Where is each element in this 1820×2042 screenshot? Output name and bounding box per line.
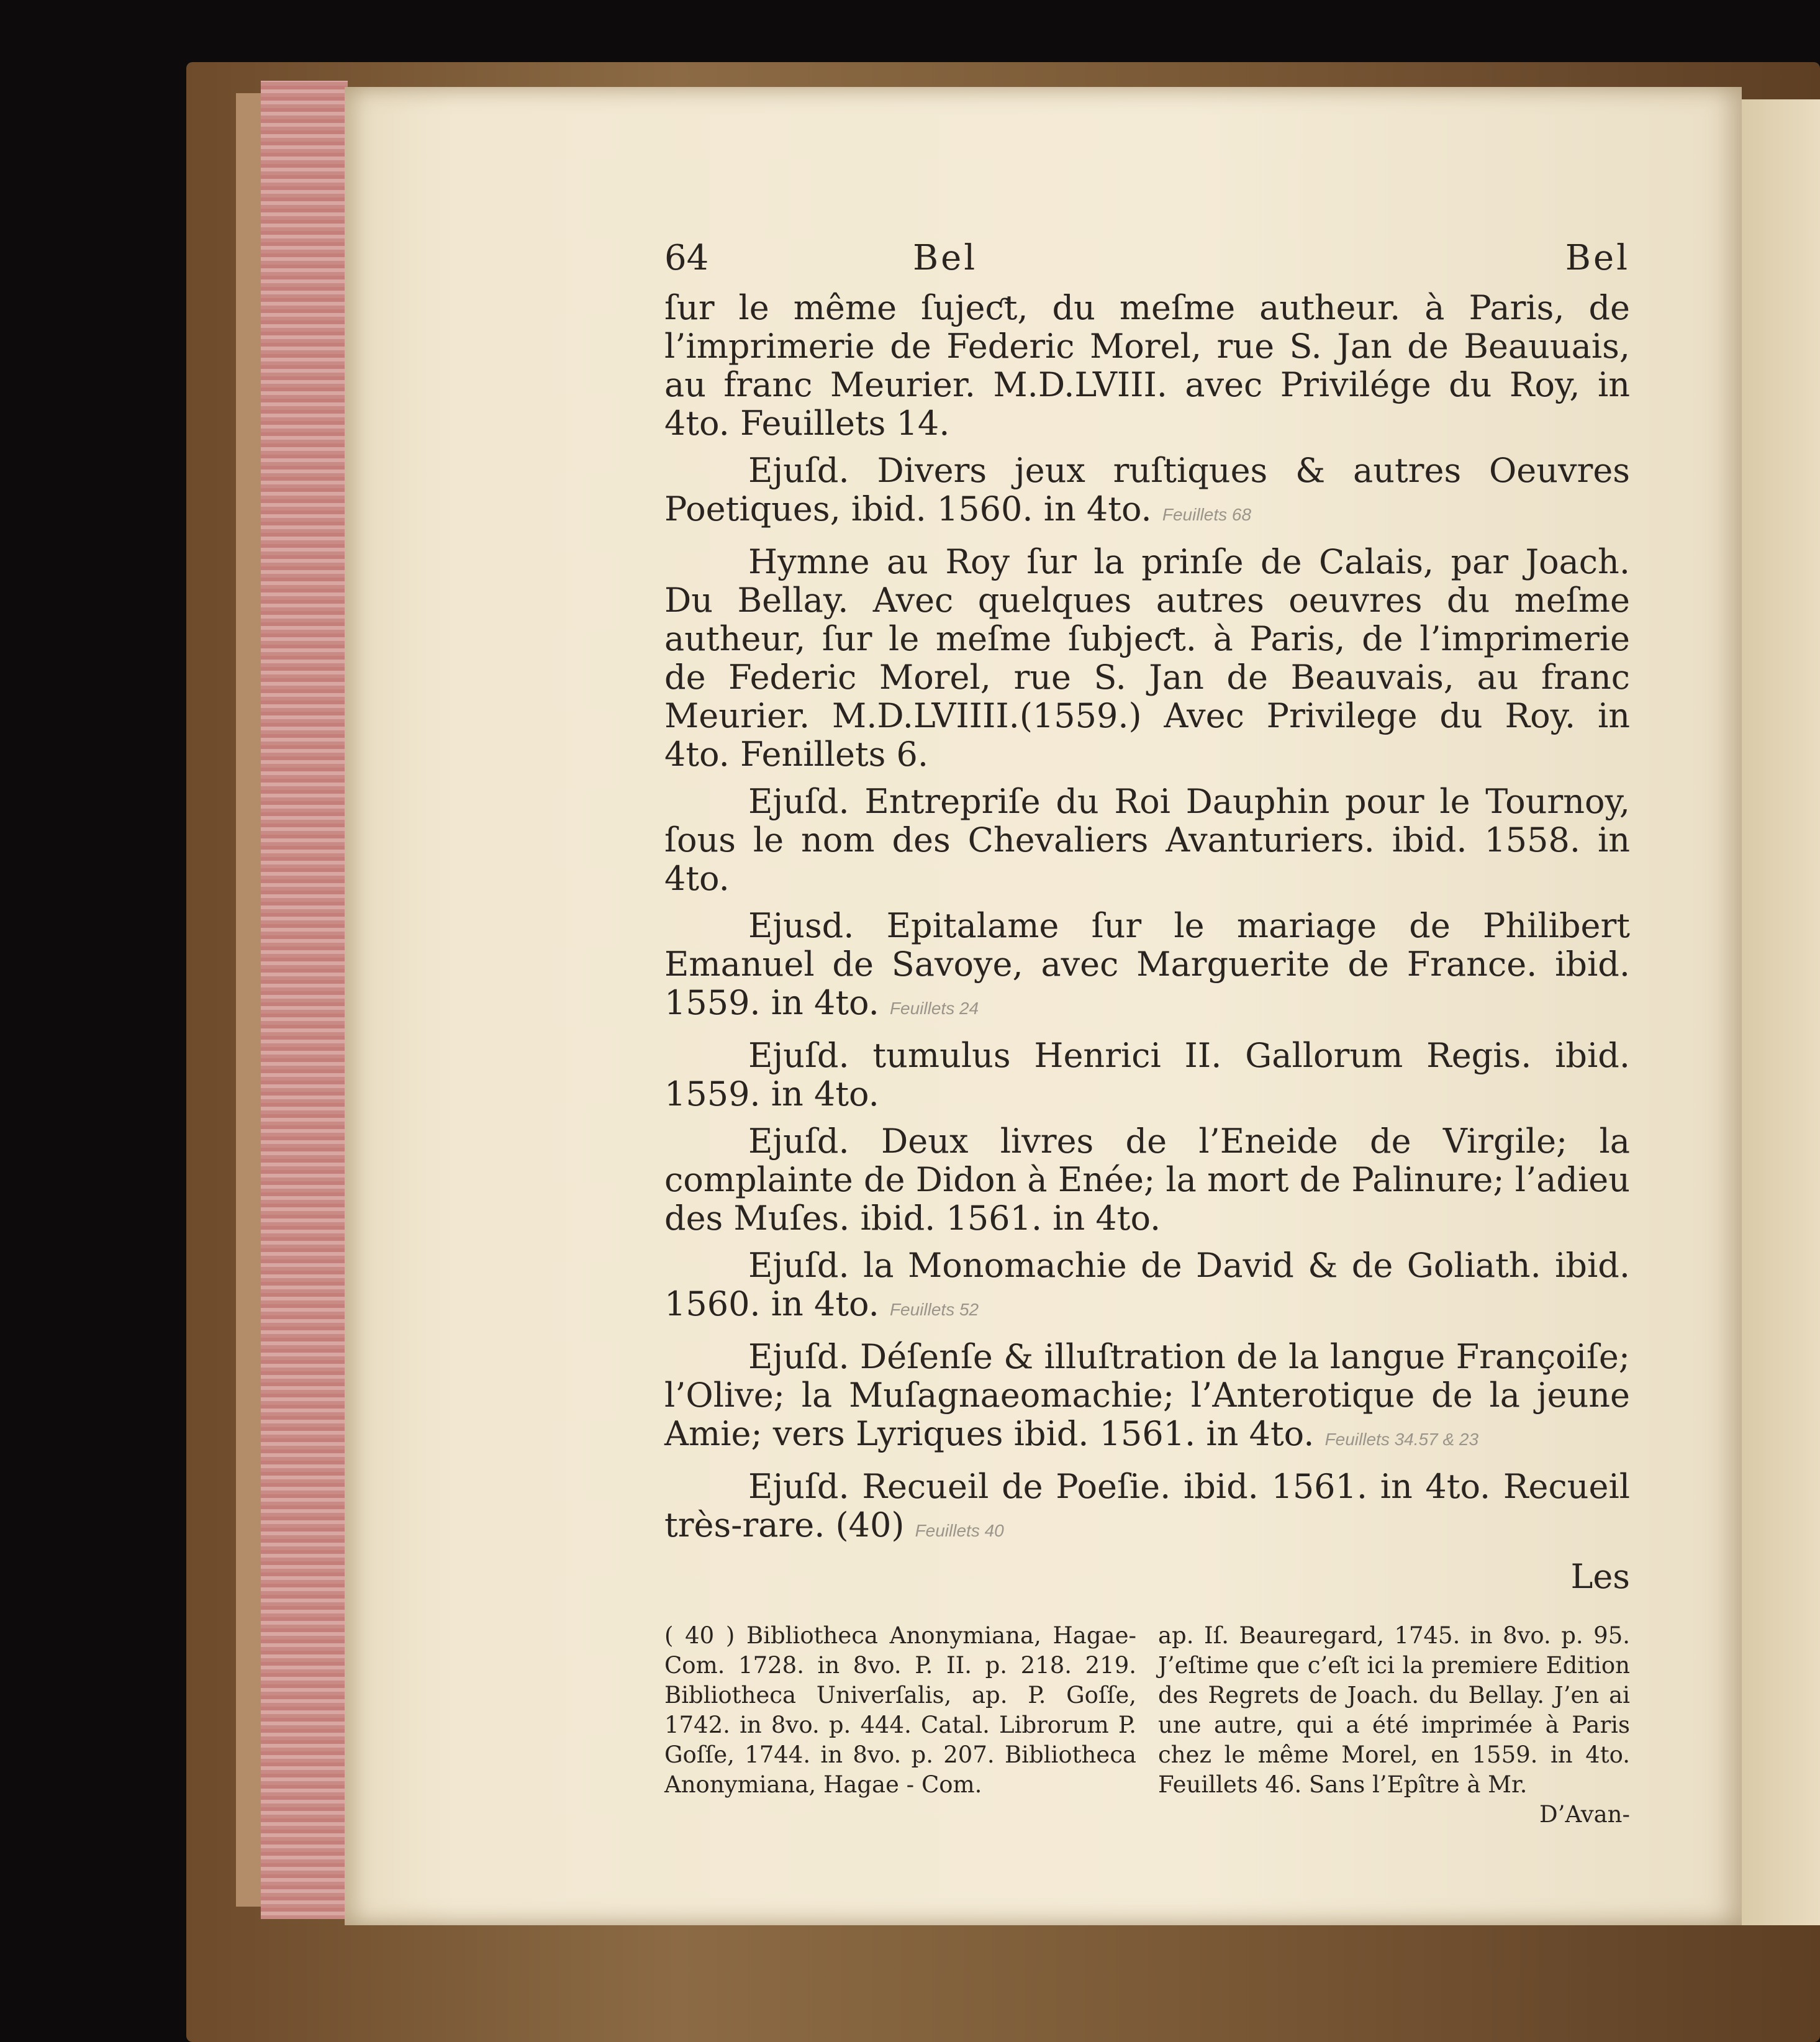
entry: Ejuſd. Déſenſe & illuſtration de la langue Françoiſe; l’Olive; la Muſagnaeomachie; l’Anterotique de la jeune Amie; vers Lyriques ibid. 1561. in 4to. Feuillets 34.57 & 23 [664,1337,1630,1453]
red-page-edges [261,81,348,1919]
entry: Ejuſd. tumulus Henrici II. Gallorum Regis. ibid. 1559. in 4to. [664,1036,1630,1114]
entry: ſur le même ſujeƈt, du meſme autheur. à Paris, de l’imprimerie de Federic Morel, rue S. Jan de Beauuais, au franc Meurier. M.D.LVIII. avec Privilége du Roy, in 4to. Feuillets 14. [664,288,1630,443]
pencil-note: Feuillets 24 [889,999,979,1018]
footnote-left: ( 40 ) Bibliotheca Anonymiana, Hagae-Com. 1728. in 8vo. P. II. p. 218. 219. Bibliotheca Univerſalis, ap. P. Goſſe, 1742. in 8vo. p. 444. Catal. Librorum P. Goſſe, 1744. in 8vo. p. 207. Bibliotheca Anonymiana, Hagae - Com. [664,1622,1136,1798]
pencil-note: Feuillets 68 [1162,505,1252,524]
running-head-left: Bel [913,238,978,278]
page-block-edge [236,93,261,1907]
pencil-note: Feuillets 34.57 & 23 [1324,1430,1479,1449]
entry: Ejuſd. Deux livres de l’Eneide de Virgile; la complainte de Didon à Enée; la mort de Palinure; l’adieu des Muſes. ibid. 1561. in 4to. [664,1122,1630,1238]
entry: Ejuſd. la Monomachie de David & de Goliath. ibid. 1560. in 4to. Feuillets 52 [664,1246,1630,1323]
entry: Ejuſd. Entrepriſe du Roi Dauphin pour le Tournoy, ſous le nom des Chevaliers Avanturiers. ibid. 1558. in 4to. [664,782,1630,898]
page-number: 64 [664,238,709,278]
entry: Ejuſd. Recueil de Poeſie. ibid. 1561. in 4to. Recueil très-rare. (40) Feuillets 40 [664,1467,1630,1545]
footnote-catchword: D’Avan- [1539,1801,1630,1828]
page-text [664,239,1630,1830]
entry: Ejusd. Epitalame ſur le mariage de Philibert Emanuel de Savoye, avec Marguerite de France. ibid. 1559. in 4to. Feuillets 24 [664,906,1630,1022]
running-head-right: Bel [1565,238,1630,278]
next-page-edge [1742,99,1820,1925]
entry: Ejuſd. Divers jeux ruſtiques & autres Oeuvres Poetiques, ibid. 1560. in 4to. Feuillets 68 [664,451,1630,529]
footnote-right [1158,1621,1630,1830]
running-header [664,239,1630,289]
pencil-note: Feuillets 40 [915,1521,1004,1540]
footnote-right-text: ap. Iſ. Beauregard, 1745. in 8vo. p. 95. J’eſtime que c’eſt ici la premiere Edition des Regrets de Joach. du Bellay. J’en ai une autre, qui a été imprimée à Paris chez le même Morel, en 1559. in 4to. Feuillets 46. Sans l’Epître à Mr. [1158,1622,1630,1798]
footnotes [664,1621,1630,1830]
pencil-note: Feuillets 52 [889,1300,979,1319]
catchword: Les [1570,1557,1630,1596]
entry: Hymne au Roy ſur la prinſe de Calais, par Joach. Du Bellay. Avec quelques autres oeuvres du meſme autheur, ſur le meſme ſubjeƈt. à Paris, de l’imprimerie de Federic Morel, rue S. Jan de Beauvais, au franc Meurier. M.D.LVIIII.(1559.) Avec Privilege du Roy. in 4to. Fenillets 6. [664,542,1630,774]
